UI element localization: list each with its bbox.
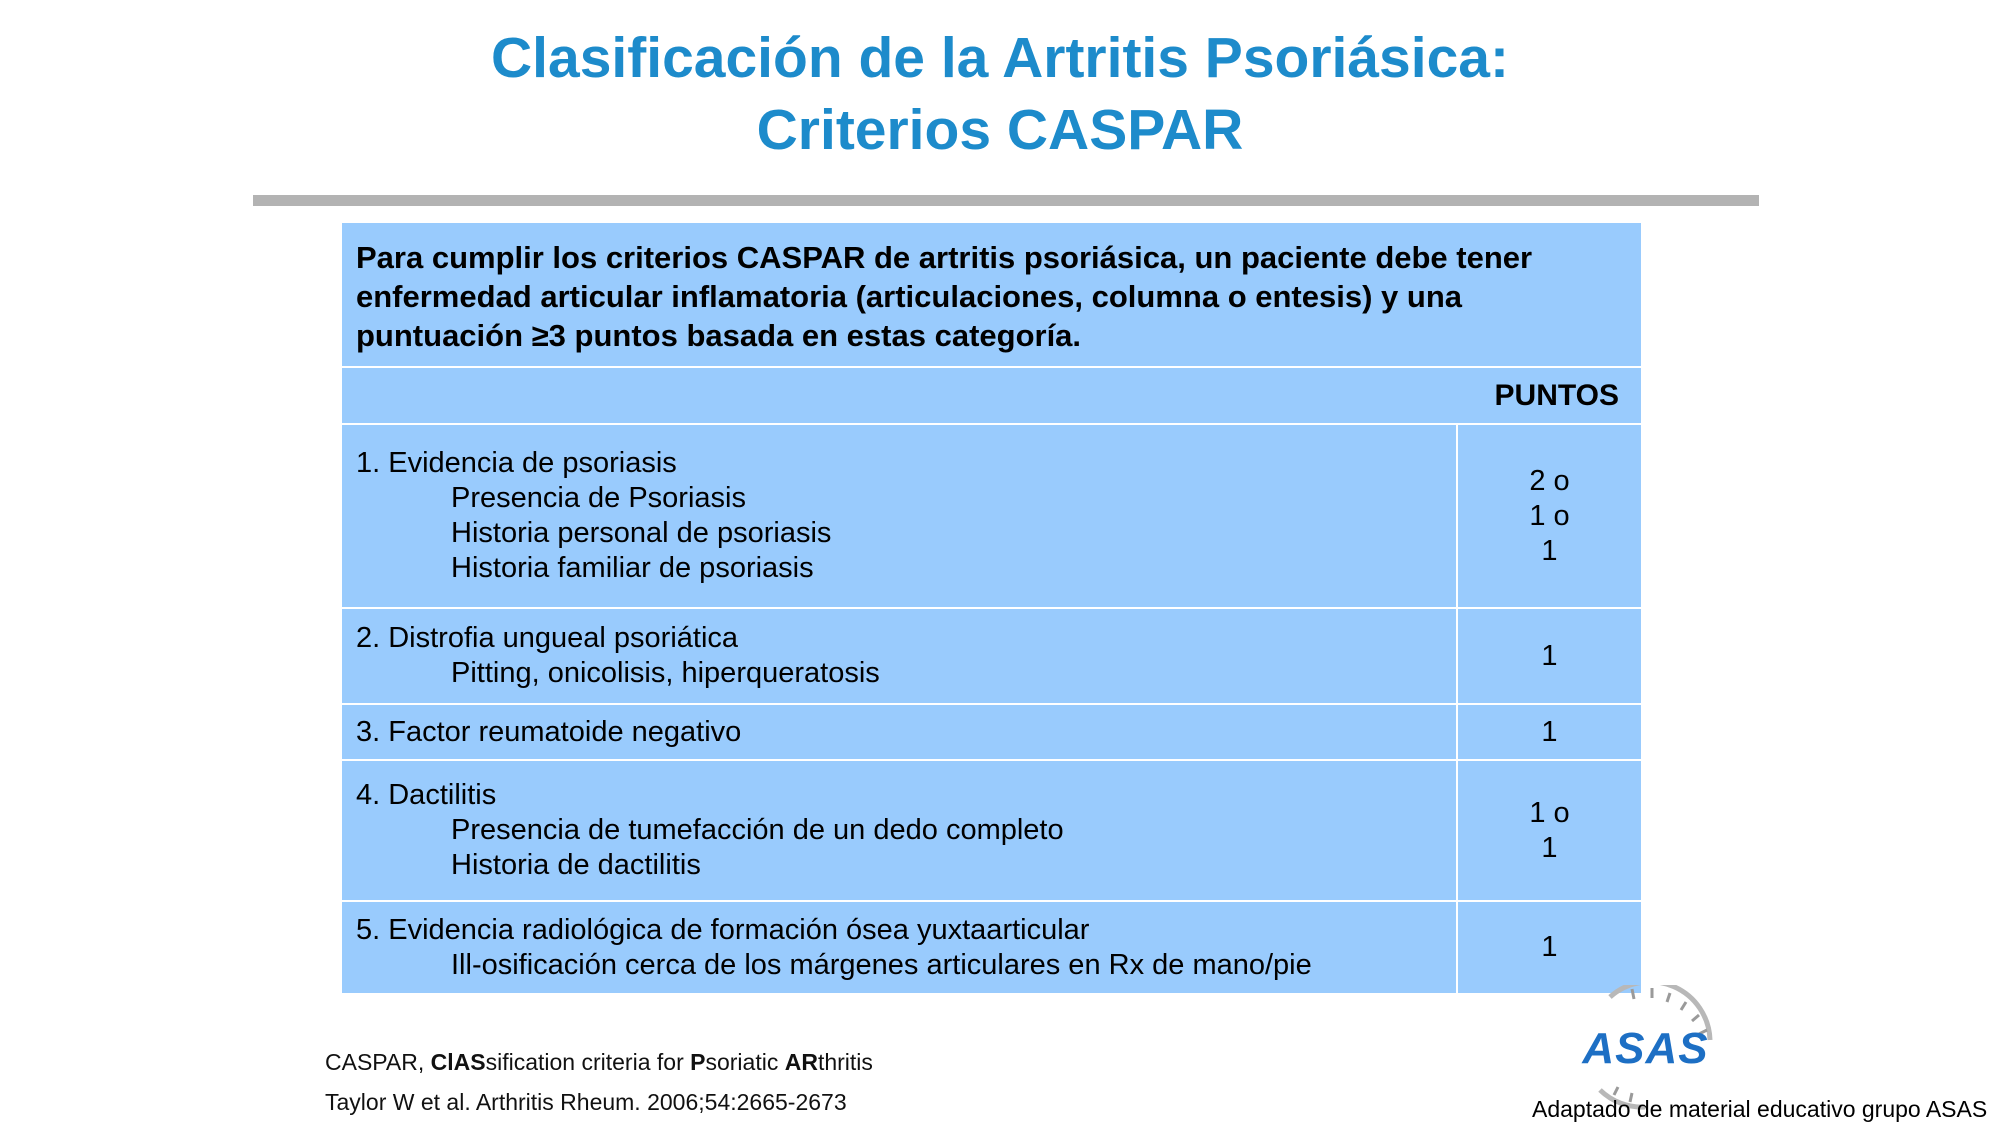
slide-title-line2: Criterios CASPAR — [756, 98, 1244, 162]
points-cell — [1457, 901, 1642, 994]
footnote-text: sification criteria for — [485, 1049, 691, 1075]
points-header: PUNTOS — [341, 367, 1642, 424]
intro-text-end: 3 puntos basada en estas categoría. — [548, 318, 1082, 353]
criterion-cell — [341, 901, 1457, 994]
criterion-cell — [341, 424, 1457, 608]
points-value: 2 o — [1529, 464, 1570, 497]
intro-text-start: Para cumplir los criterios CASPAR de artritis psoriásica, un paciente debe tener enfermedad articular inflamatoria (articulaciones, columna o entesis) y una puntuación — [356, 240, 1533, 353]
footnote-bold: AR — [784, 1049, 818, 1075]
footnote-text: soriatic — [705, 1049, 785, 1075]
footnote-bold: AS — [453, 1049, 486, 1075]
criterion-title: 5. Evidencia radiológica de formación ósea yuxtaarticular — [356, 913, 1090, 946]
criterion-subitem: Presencia de Psoriasis — [451, 482, 746, 514]
points-value: 1 — [1541, 931, 1558, 963]
criterion-title: 4. Dactilitis — [356, 779, 497, 811]
points-value: 1 — [1541, 534, 1558, 567]
title-divider — [253, 195, 1759, 206]
points-value: 1 o — [1529, 499, 1570, 532]
table-row — [341, 424, 1642, 608]
criterion-title: 3. Factor reumatoide negativo — [356, 715, 742, 748]
intro-cell — [341, 222, 1642, 367]
gte-symbol: ≥ — [531, 318, 549, 353]
points-cell — [1457, 424, 1642, 608]
footnote-text: CASPAR, — [325, 1049, 431, 1075]
credit-text: Adaptado de material educativo grupo ASAS — [1532, 1096, 1988, 1122]
points-value: 1 — [1541, 639, 1558, 672]
criterion-subitem: Presencia de tumefacción de un dedo completo — [451, 814, 1064, 846]
criterion-title: 2. Distrofia ungueal psoriática — [356, 622, 739, 654]
criterion-cell — [341, 608, 1457, 704]
criterion-title: 1. Evidencia de psoriasis — [356, 447, 677, 479]
criterion-subitem: Historia personal de psoriasis — [451, 517, 832, 549]
points-cell — [1457, 608, 1642, 704]
reference-footnote: Taylor W et al. Arthritis Rheum. 2006;54:2665-2673 — [325, 1089, 847, 1115]
footnote-bold: Cl — [430, 1049, 454, 1075]
criterion-subitem: Pitting, onicolisis, hiperqueratosis — [451, 657, 880, 689]
criterion-cell — [341, 760, 1457, 901]
criterion-subitem: Historia de dactilitis — [451, 849, 701, 881]
table-row — [341, 704, 1642, 760]
caspar-acronym-footnote — [325, 1049, 873, 1076]
footnote-bold: P — [690, 1049, 706, 1075]
criterion-subitem: Ill-osificación cerca de los márgenes articulares en Rx de mano/pie — [451, 948, 1312, 981]
caspar-criteria-table — [340, 221, 1643, 995]
points-value: 1 — [1541, 831, 1558, 864]
criterion-cell — [341, 704, 1457, 760]
points-cell — [1457, 760, 1642, 901]
asas-logo-text: ASAS — [1582, 1024, 1709, 1073]
table-row — [341, 608, 1642, 704]
criterion-subitem: Historia familiar de psoriasis — [451, 552, 814, 584]
footnote-text: thritis — [817, 1049, 873, 1075]
slide-title-line1: Clasificación de la Artritis Psoriásica: — [491, 26, 1509, 90]
table-row — [341, 760, 1642, 901]
table-row — [341, 901, 1642, 994]
points-cell — [1457, 704, 1642, 760]
points-value: 1 o — [1529, 796, 1570, 829]
points-value: 1 — [1541, 715, 1558, 748]
slide-title — [0, 22, 2000, 166]
